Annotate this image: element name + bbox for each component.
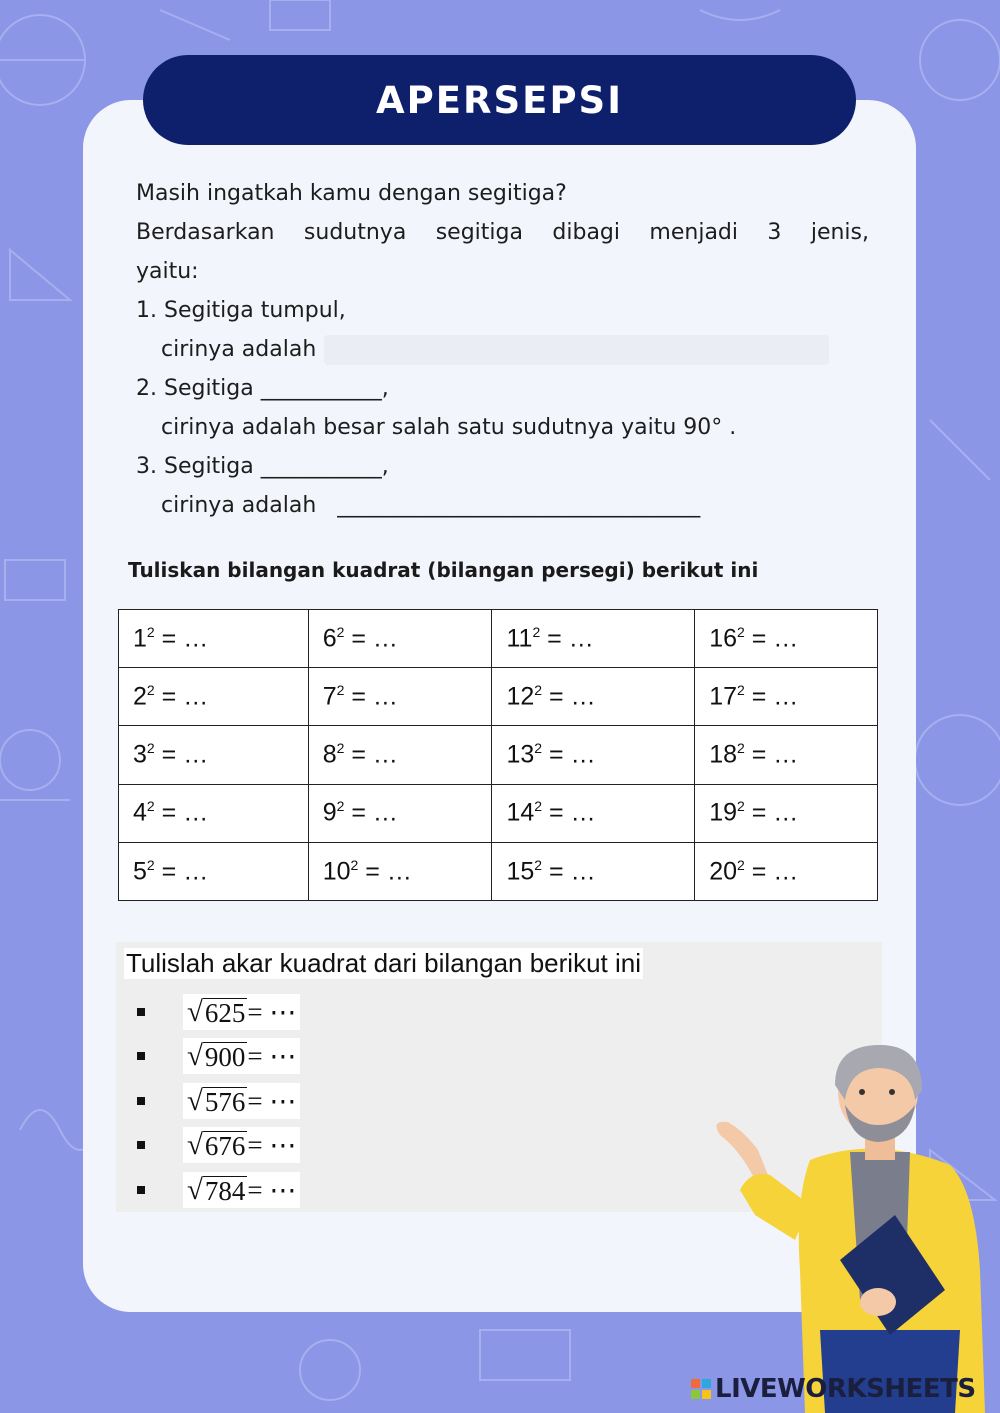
square-equals: = …: [344, 624, 398, 653]
squares-section-title: Tuliskan bilangan kuadrat (bilangan persegi) berikut ini: [128, 558, 759, 582]
square-exponent: 2: [737, 856, 745, 873]
square-cell[interactable]: [695, 668, 878, 726]
triangle-item-1-title: 1. Segitiga tumpul,: [136, 298, 346, 323]
square-exponent: 2: [737, 682, 745, 699]
square-cell[interactable]: [492, 784, 695, 842]
square-base: 8: [322, 740, 337, 769]
sqrt-symbol: √: [187, 1128, 203, 1161]
square-equals: = …: [744, 798, 799, 827]
liveworksheets-logo-icon: [691, 1379, 711, 1399]
squares-table-row: [119, 726, 878, 784]
root-item: [137, 1125, 300, 1165]
square-equals: = …: [154, 857, 209, 886]
square-exponent: 2: [737, 623, 745, 640]
square-cell[interactable]: [695, 726, 878, 784]
square-base: 12: [506, 682, 535, 711]
square-exponent: 2: [336, 740, 345, 757]
square-base: 3: [133, 740, 147, 769]
square-base: 6: [322, 624, 337, 653]
sqrt-symbol: √: [187, 995, 203, 1028]
square-equals: = …: [744, 740, 799, 769]
bullet-icon: [137, 1141, 145, 1149]
squares-table: [118, 609, 878, 901]
root-expression[interactable]: [183, 994, 300, 1030]
bullet-icon: [137, 1008, 145, 1016]
square-equals: = …: [744, 857, 799, 886]
square-exponent: 2: [146, 740, 155, 757]
sqrt-symbol: √: [187, 1173, 203, 1206]
square-exponent: 2: [146, 798, 155, 815]
square-exponent: 2: [737, 740, 745, 757]
square-equals: = …: [344, 798, 398, 827]
intro-statement-continued: yaitu:: [136, 259, 199, 284]
square-exponent: 2: [534, 856, 543, 873]
bullet-icon: [137, 1186, 145, 1194]
radicand: 625: [204, 997, 246, 1028]
root-equals: = ⋯: [247, 996, 297, 1027]
square-cell[interactable]: [492, 668, 695, 726]
root-item: [137, 1081, 300, 1121]
roots-section-title: Tulislah akar kuadrat dari bilangan berikut ini: [126, 948, 641, 978]
sqrt-symbol: √: [187, 1084, 203, 1117]
square-base: 9: [322, 798, 337, 827]
square-base: 16: [709, 624, 738, 653]
page-title: APERSEPSI: [376, 78, 623, 122]
radicand: 676: [204, 1130, 246, 1161]
triangle-item-3-title: 3. Segitiga ___________,: [136, 454, 389, 479]
square-equals: = …: [154, 682, 209, 711]
root-item: [137, 992, 300, 1032]
square-equals: = …: [154, 624, 209, 653]
squares-table-row: [119, 610, 878, 668]
square-equals: = …: [542, 798, 596, 827]
root-item: [137, 1036, 300, 1076]
liveworksheets-watermark: [691, 1374, 976, 1404]
square-exponent: 2: [534, 740, 543, 757]
radicand: 900: [204, 1041, 246, 1072]
bullet-icon: [137, 1052, 145, 1060]
root-expression[interactable]: [183, 1127, 300, 1163]
square-equals: = …: [154, 798, 209, 827]
square-cell[interactable]: [308, 668, 492, 726]
square-base: 4: [133, 798, 147, 827]
sqrt-symbol: √: [187, 1039, 203, 1072]
square-base: 15: [506, 857, 535, 886]
square-base: 7: [322, 682, 337, 711]
squares-table-row: [119, 668, 878, 726]
intro-question: Masih ingatkah kamu dengan segitiga?: [136, 181, 567, 206]
square-exponent: 2: [336, 682, 345, 699]
watermark-text: LIVEWORKSHEETS: [715, 1374, 976, 1404]
square-equals: = …: [154, 740, 209, 769]
intro-statement: Berdasarkan sudutnya segitiga dibagi menjadi 3 jenis,: [136, 220, 869, 245]
square-equals: = …: [358, 857, 412, 886]
square-equals: = …: [542, 682, 596, 711]
square-exponent: 2: [146, 682, 155, 699]
root-equals: = ⋯: [247, 1129, 297, 1160]
square-exponent: 2: [534, 682, 543, 699]
triangle-item-3-desc: [136, 486, 869, 525]
square-exponent: 2: [532, 623, 541, 640]
square-exponent: 2: [336, 623, 345, 640]
square-exponent: 2: [336, 798, 345, 815]
square-cell[interactable]: [119, 784, 309, 842]
square-base: 17: [709, 682, 738, 711]
root-expression[interactable]: [183, 1038, 300, 1074]
square-equals: = …: [344, 682, 398, 711]
square-base: 10: [322, 857, 351, 886]
squares-table-row: [119, 842, 878, 900]
triangle-intro: [136, 174, 869, 525]
square-equals: = …: [542, 740, 596, 769]
radicand: 784: [204, 1175, 246, 1206]
root-equals: = ⋯: [247, 1040, 297, 1071]
square-base: 1: [133, 624, 147, 653]
square-cell[interactable]: [308, 842, 492, 900]
square-base: 14: [506, 798, 535, 827]
square-cell[interactable]: [492, 842, 695, 900]
square-cell[interactable]: [695, 610, 878, 668]
square-exponent: 2: [350, 856, 359, 873]
teacher-illustration: [700, 1040, 1000, 1413]
square-base: 11: [506, 624, 533, 653]
square-equals: = …: [542, 857, 596, 886]
square-cell[interactable]: [695, 784, 878, 842]
root-equals: = ⋯: [247, 1085, 297, 1116]
title-banner: [143, 55, 856, 145]
square-exponent: 2: [146, 623, 155, 640]
square-cell[interactable]: [119, 842, 309, 900]
square-base: 20: [709, 857, 738, 886]
square-cell[interactable]: [119, 610, 309, 668]
root-equals: = ⋯: [247, 1174, 297, 1205]
square-base: 5: [133, 857, 147, 886]
triangle-item-1-desc-label: cirinya adalah: [161, 337, 317, 362]
square-equals: = …: [744, 682, 799, 711]
triangle-item-2-desc: cirinya adalah besar salah satu sudutnya yaitu 90° .: [161, 415, 737, 440]
triangle-item-1-answer-input[interactable]: [324, 335, 829, 365]
triangle-item-3-blank: _________________________________: [337, 493, 701, 518]
square-cell[interactable]: [308, 726, 492, 784]
root-expression[interactable]: [183, 1172, 300, 1208]
square-exponent: 2: [534, 798, 543, 815]
square-cell[interactable]: [308, 610, 492, 668]
square-cell[interactable]: [119, 726, 309, 784]
bullet-icon: [137, 1097, 145, 1105]
triangle-item-2-title: 2. Segitiga ___________,: [136, 376, 389, 401]
square-equals: = …: [344, 740, 398, 769]
triangle-item-3-desc-label: cirinya adalah: [161, 493, 317, 518]
square-exponent: 2: [146, 856, 155, 873]
root-expression[interactable]: [183, 1083, 300, 1119]
square-cell[interactable]: [695, 842, 878, 900]
square-equals: = …: [744, 624, 799, 653]
square-exponent: 2: [737, 798, 745, 815]
square-base: 2: [133, 682, 147, 711]
square-cell[interactable]: [308, 784, 492, 842]
radicand: 576: [204, 1086, 246, 1117]
square-equals: = …: [540, 624, 594, 653]
square-base: 19: [709, 798, 738, 827]
triangle-item-1-desc: [136, 330, 869, 369]
square-cell[interactable]: [492, 726, 695, 784]
square-cell[interactable]: [492, 610, 695, 668]
square-base: 18: [709, 740, 738, 769]
root-item: [137, 1170, 300, 1210]
squares-table-row: [119, 784, 878, 842]
square-base: 13: [506, 740, 535, 769]
square-cell[interactable]: [119, 668, 309, 726]
